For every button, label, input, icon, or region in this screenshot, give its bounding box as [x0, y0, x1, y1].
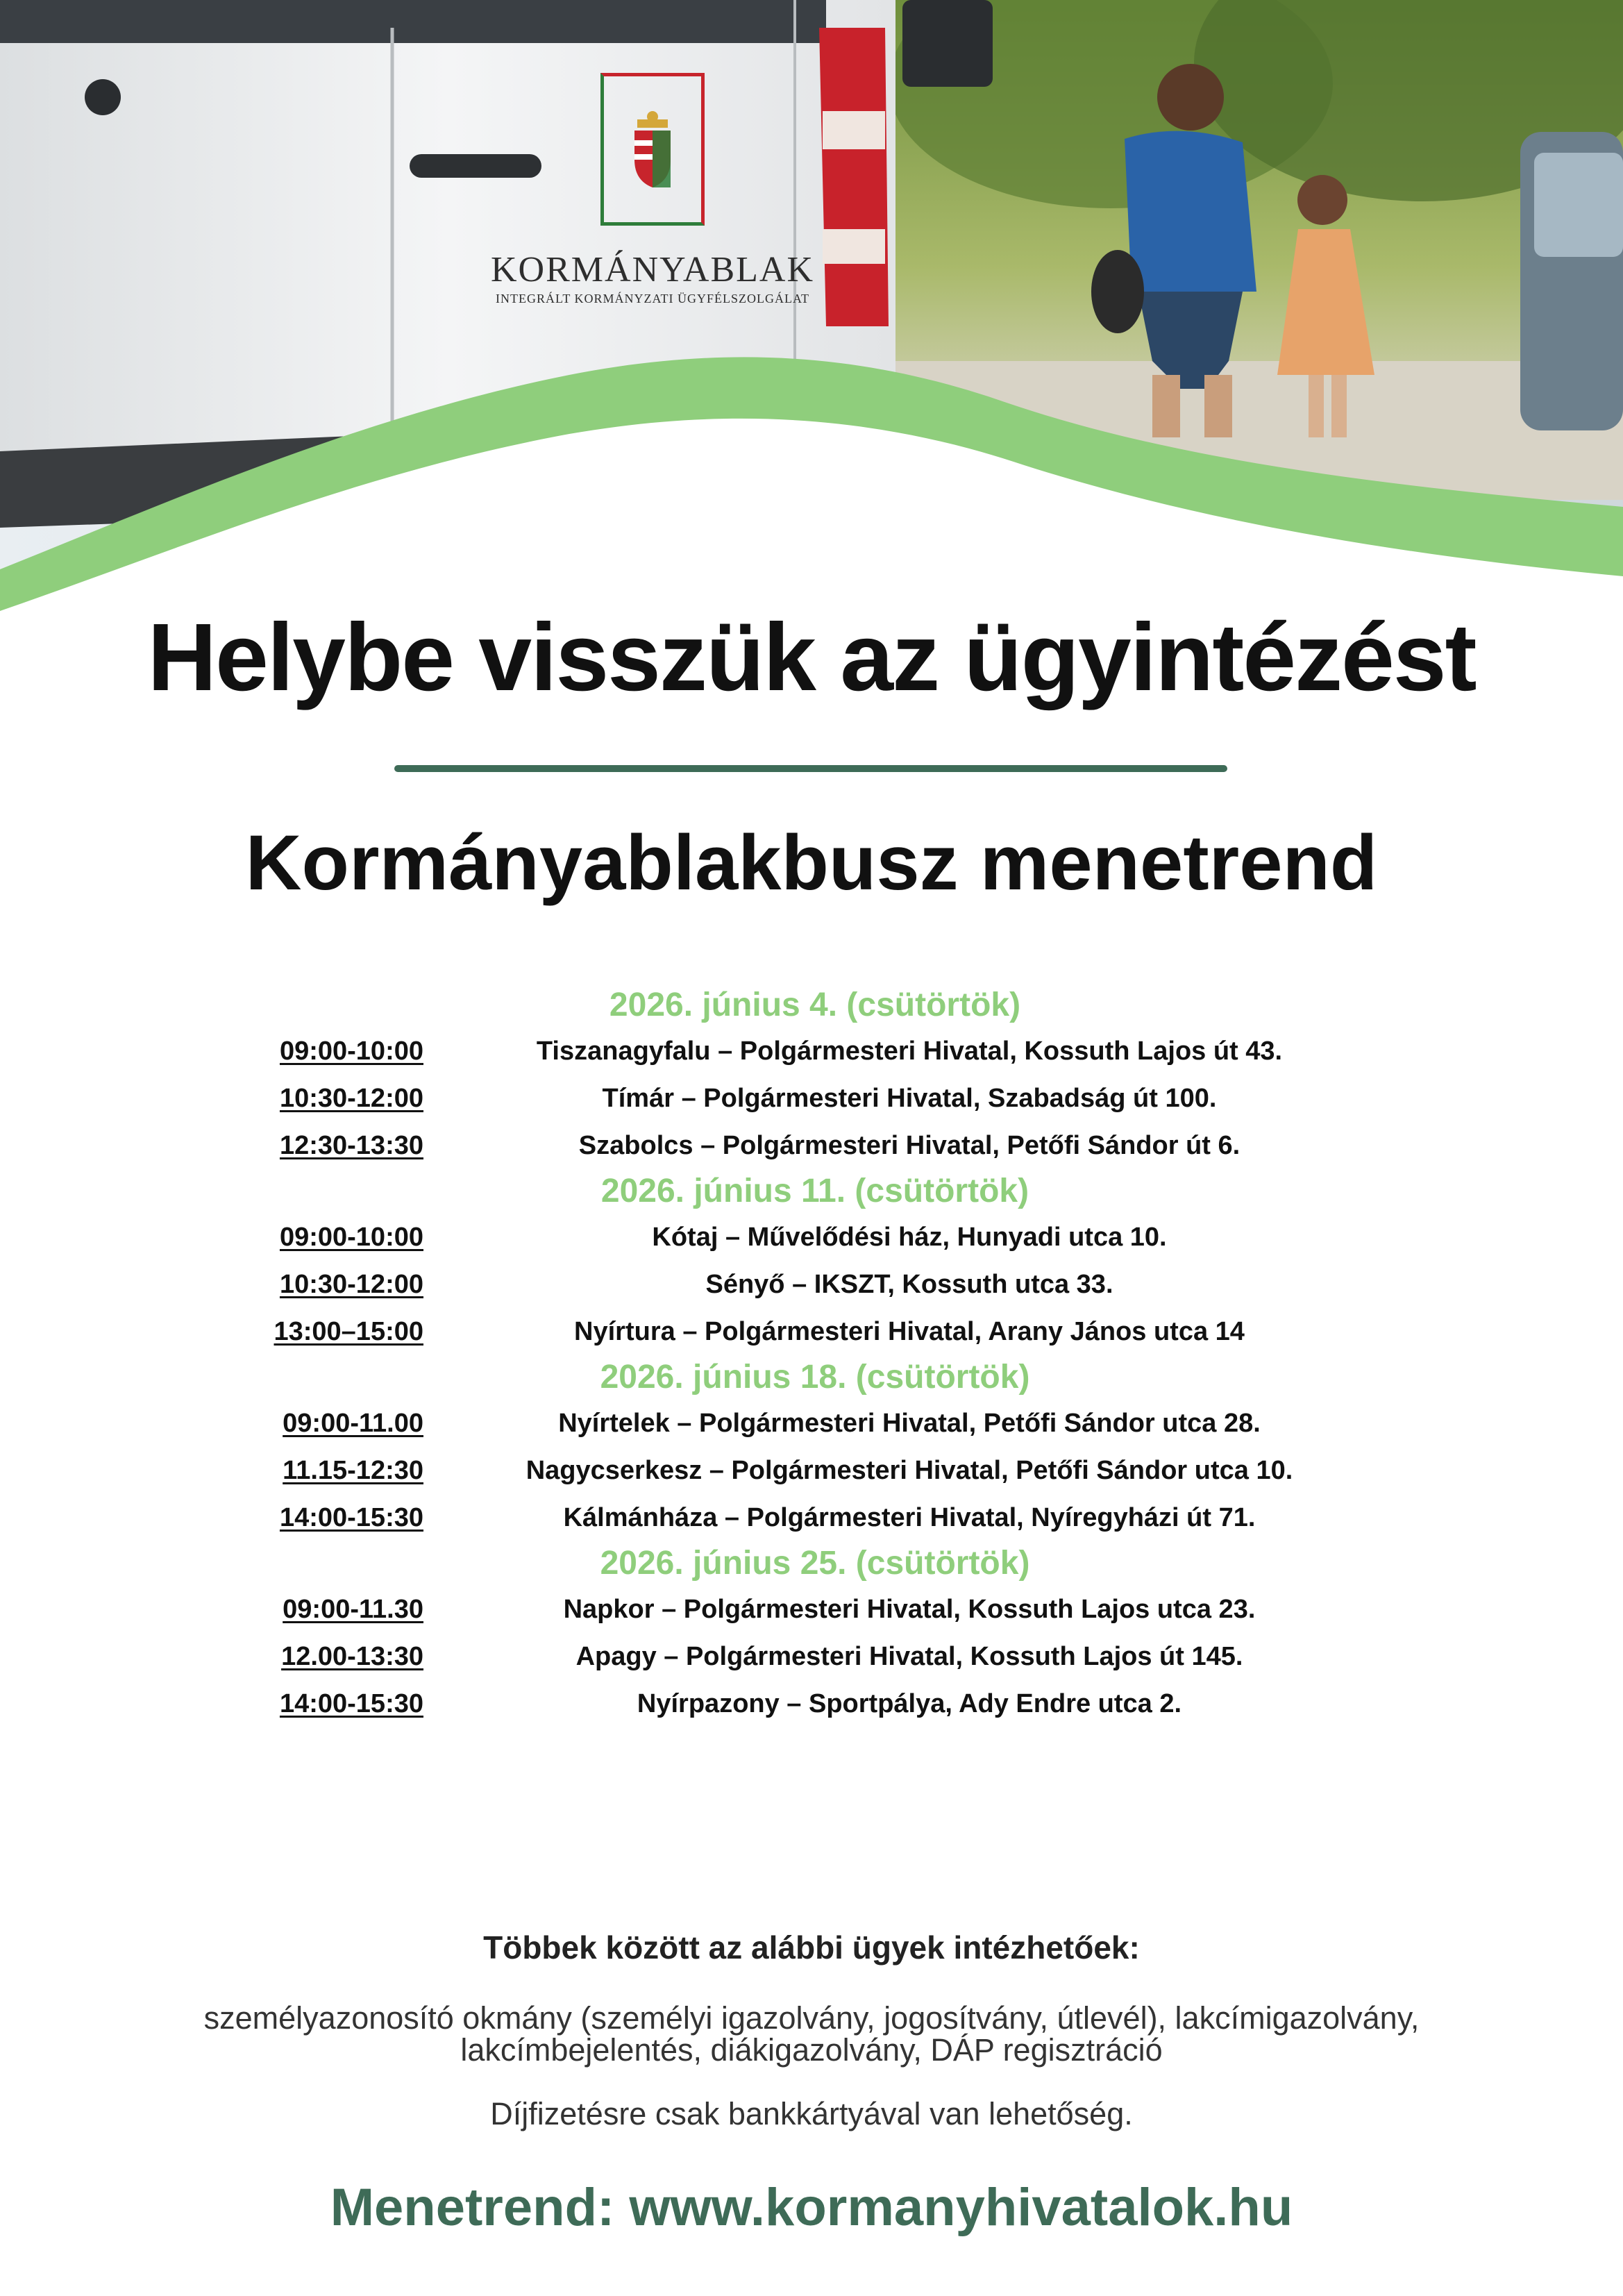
schedule-row	[0, 1214, 1623, 1261]
stop-time: 09:00-11.30	[283, 1595, 423, 1624]
schedule-day	[0, 1541, 1623, 1727]
stop-time: 10:30-12:00	[279, 1084, 423, 1113]
schedule-row	[0, 1028, 1623, 1075]
schedule-row	[0, 1633, 1623, 1680]
stop-location: Nyírtura – Polgármesteri Hivatal, Arany János utca 14	[574, 1317, 1245, 1346]
stop-location: Kálmánháza – Polgármesteri Hivatal, Nyíregyházi út 71.	[563, 1503, 1256, 1532]
footer-website-link[interactable]: Menetrend: www.kormanyhivatalok.hu	[330, 2178, 1293, 2237]
stop-time: 09:00-10:00	[279, 1037, 423, 1066]
logo-name: KORMÁNYABLAK	[490, 250, 815, 290]
schedule-day	[0, 983, 1623, 1169]
schedule-row	[0, 1680, 1623, 1727]
schedule-day	[0, 1169, 1623, 1355]
schedule-row	[0, 1261, 1623, 1308]
schedule-row	[0, 1447, 1623, 1494]
stop-time: 09:00-11.00	[283, 1409, 423, 1438]
schedule-day	[0, 1355, 1623, 1541]
kormanyablak-logo	[479, 73, 826, 306]
logo-subtitle: INTEGRÁLT KORMÁNYZATI ÜGYFÉLSZOLGÁLAT	[496, 292, 809, 305]
payment-note: Díjfizetésre csak bankkártyával van lehetőség.	[490, 2096, 1133, 2131]
stop-time: 14:00-15:30	[279, 1689, 423, 1718]
schedule-row	[0, 1075, 1623, 1122]
stop-location: Sényő – IKSZT, Kossuth utca 33.	[705, 1270, 1113, 1299]
stop-location: Nyírpazony – Sportpálya, Ady Endre utca 2.	[637, 1689, 1182, 1718]
stop-location: Szabolcs – Polgármesteri Hivatal, Petőfi Sándor út 6.	[578, 1131, 1241, 1160]
services-list-line: személyazonosító okmány (személyi igazolvány, jogosítvány, útlevél), lakcímigazolvány,	[203, 2000, 1420, 2036]
day-date: 2026. június 11. (csütörtök)	[600, 1173, 1029, 1209]
stop-time: 09:00-10:00	[279, 1223, 423, 1252]
schedule-title: Kormányablakbusz menetrend	[245, 819, 1378, 906]
stop-time: 13:00–15:00	[274, 1317, 423, 1346]
stop-location: Tiszanagyfalu – Polgármesteri Hivatal, Kossuth Lajos út 43.	[536, 1037, 1283, 1066]
stop-location: Napkor – Polgármesteri Hivatal, Kossuth Lajos utca 23.	[563, 1595, 1256, 1624]
stop-location: Apagy – Polgármesteri Hivatal, Kossuth Lajos út 145.	[575, 1642, 1243, 1671]
stop-time: 14:00-15:30	[279, 1503, 423, 1532]
schedule-row	[0, 1122, 1623, 1169]
title-divider	[394, 765, 1227, 772]
schedule-row	[0, 1308, 1623, 1355]
coat-of-arms-icon	[600, 73, 705, 226]
schedule-row	[0, 1586, 1623, 1633]
stop-location: Nagycserkesz – Polgármesteri Hivatal, Petőfi Sándor utca 10.	[525, 1456, 1293, 1485]
schedule-row	[0, 1400, 1623, 1447]
bus-schedule	[0, 983, 1623, 1727]
day-date: 2026. június 4. (csütörtök)	[609, 987, 1021, 1023]
schedule-row	[0, 1494, 1623, 1541]
day-date: 2026. június 18. (csütörtök)	[600, 1359, 1030, 1396]
stop-time: 12:30-13:30	[279, 1131, 423, 1160]
stop-location: Kótaj – Művelődési ház, Hunyadi utca 10.	[652, 1223, 1167, 1252]
stop-time: 12.00-13:30	[281, 1642, 423, 1671]
stop-location: Nyírtelek – Polgármesteri Hivatal, Petőfi Sándor utca 28.	[558, 1409, 1261, 1438]
stop-location: Tímár – Polgármesteri Hivatal, Szabadság út 100.	[602, 1084, 1217, 1113]
day-date: 2026. június 25. (csütörtök)	[600, 1545, 1030, 1582]
services-heading: Többek között az alábbi ügyek intézhetőek:	[483, 1929, 1140, 1966]
stop-time: 11.15-12:30	[283, 1456, 423, 1485]
main-title: Helybe visszük az ügyintézést	[147, 604, 1476, 711]
stop-time: 10:30-12:00	[279, 1270, 423, 1299]
services-list-line: lakcímbejelentés, diákigazolvány, DÁP regisztráció	[460, 2032, 1163, 2068]
